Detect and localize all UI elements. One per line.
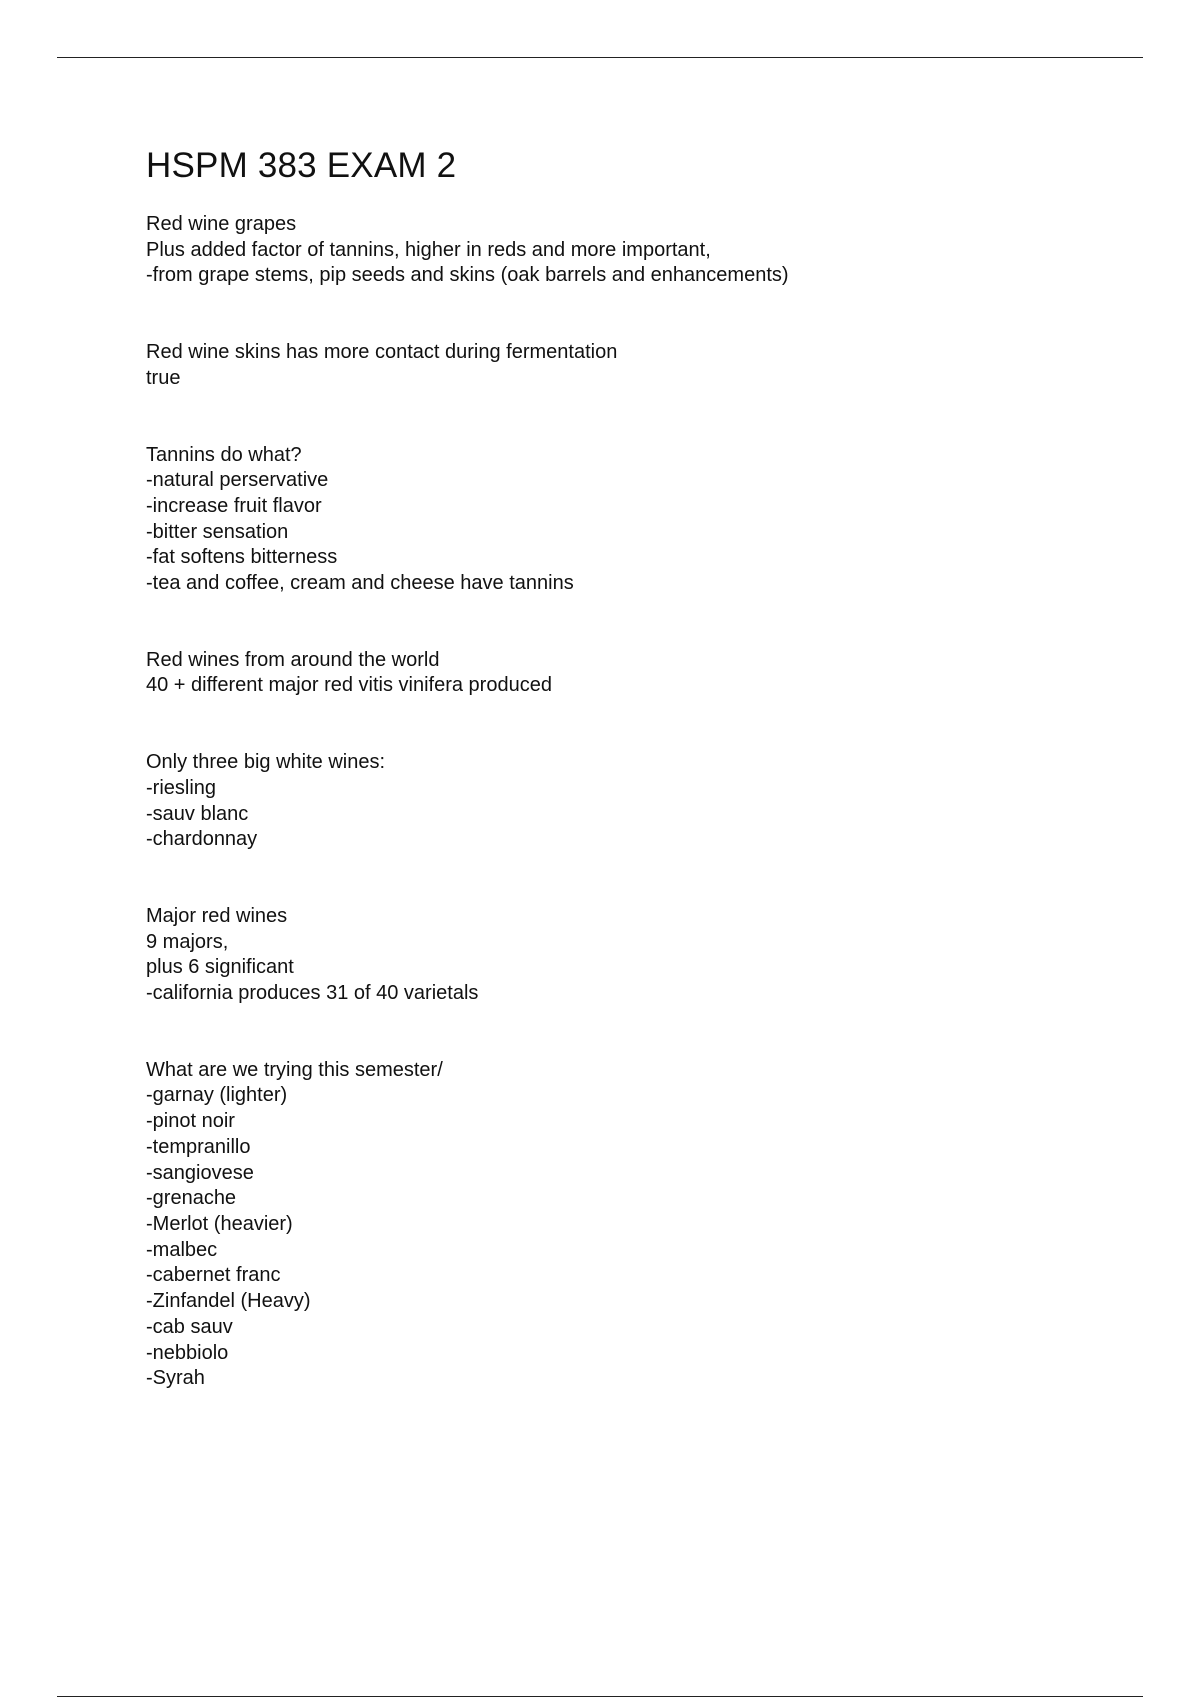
note-line: -riesling: [146, 776, 217, 799]
note-line: Red wines from around the world: [146, 648, 440, 671]
note-line: Red wine skins has more contact during fermentation: [146, 341, 618, 364]
note-line: -Syrah: [146, 1367, 205, 1390]
document-title: HSPM 383 EXAM 2: [146, 146, 457, 185]
note-line: -tea and coffee, cream and cheese have tannins: [146, 572, 574, 595]
note-line: -cabernet franc: [146, 1264, 281, 1287]
note-line: -bitter sensation: [146, 520, 289, 543]
note-line: true: [146, 366, 181, 389]
note-line: Tannins do what?: [146, 443, 302, 466]
note-line: -natural perservative: [146, 469, 329, 492]
note-line: What are we trying this semester/: [146, 1058, 443, 1081]
note-line: plus 6 significant: [146, 956, 294, 979]
document-body: [146, 145, 1106, 1443]
note-line: -sangiovese: [146, 1161, 254, 1184]
note-line: 9 majors,: [146, 930, 229, 953]
note-line: Only three big white wines:: [146, 751, 386, 774]
note-line: -from grape stems, pip seeds and skins (oak barrels and enhancements): [146, 264, 789, 287]
note-section: [146, 340, 1106, 391]
note-section: [146, 750, 1106, 853]
note-section: [146, 212, 1106, 289]
note-line: -Zinfandel (Heavy): [146, 1290, 311, 1313]
note-line: -grenache: [146, 1187, 237, 1210]
note-section: [146, 1058, 1106, 1392]
note-section: [146, 443, 1106, 597]
note-line: -sauv blanc: [146, 802, 249, 825]
note-line: -malbec: [146, 1238, 218, 1261]
note-section: [146, 904, 1106, 1007]
note-line: Red wine grapes: [146, 213, 297, 235]
note-line: -nebbiolo: [146, 1341, 229, 1364]
note-line: -cab sauv: [146, 1315, 233, 1338]
note-line: -increase fruit flavor: [146, 494, 322, 517]
note-line: -tempranillo: [146, 1135, 251, 1158]
note-line: 40 + different major red vitis vinifera produced: [146, 674, 552, 697]
note-line: -garnay (lighter): [146, 1084, 288, 1107]
note-line: Plus added factor of tannins, higher in reds and more important,: [146, 238, 711, 261]
note-line: -Merlot (heavier): [146, 1212, 293, 1235]
note-line: Major red wines: [146, 904, 288, 927]
note-line: -fat softens bitterness: [146, 546, 338, 569]
note-line: -chardonnay: [146, 828, 258, 851]
bottom-rule: [57, 1696, 1143, 1697]
top-rule: [57, 57, 1143, 58]
note-line: -pinot noir: [146, 1110, 235, 1133]
note-line: -california produces 31 of 40 varietals: [146, 982, 479, 1005]
note-section: [146, 648, 1106, 699]
